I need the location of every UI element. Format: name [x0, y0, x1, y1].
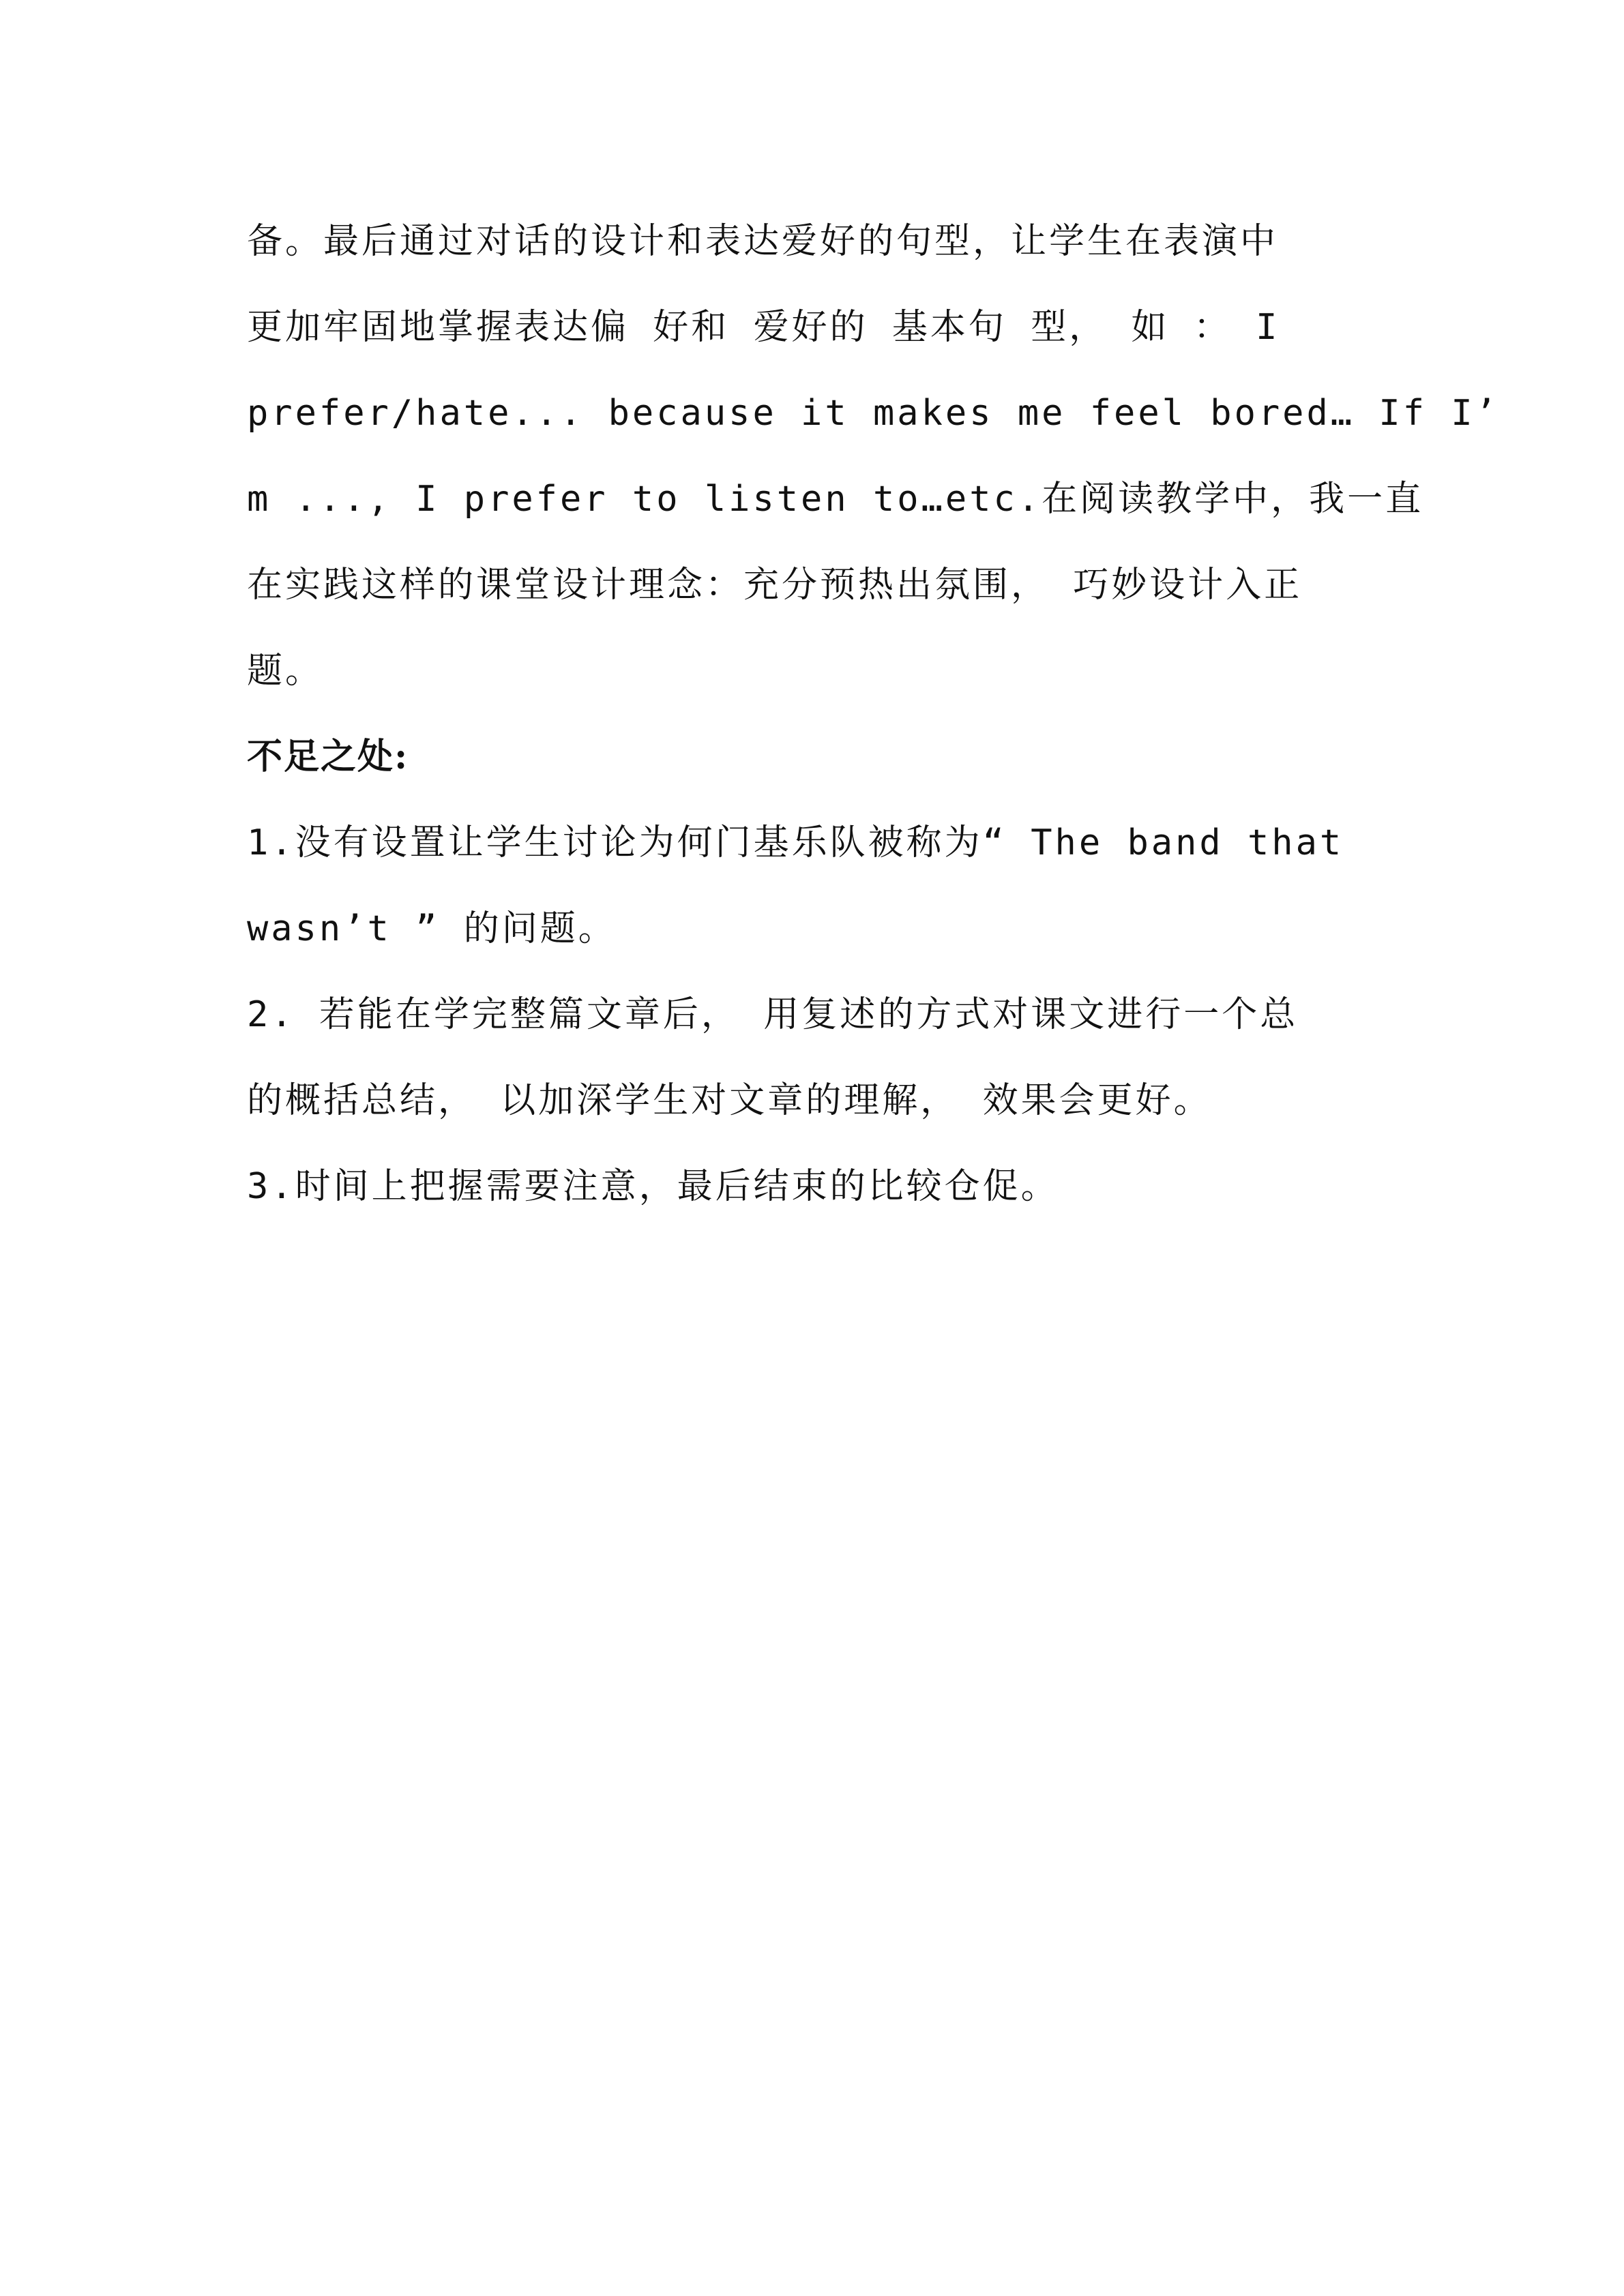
paragraph-line-4: m ..., I prefer to listen to…etc.在阅读教学中，我一直 — [247, 479, 1424, 520]
list-item-3: 3.时间上把握需要注意，最后结束的比较仓促。 — [247, 1166, 1059, 1207]
paragraph-line-6: 题。 — [247, 651, 324, 691]
paragraph-line-1: 备。最后通过对话的设计和表达爱好的句型，让学生在表演中 — [247, 221, 1279, 262]
list-item-1-line-2: wasn’t ” 的问题。 — [247, 908, 617, 949]
paragraph-line-2: 更加牢固地掌握表达偏 好和 爱好的 基本句 型， 如 ： I — [247, 307, 1280, 348]
list-item-2-line-2: 的概括总结， 以加深学生对文章的理解， 效果会更好。 — [247, 1080, 1212, 1121]
list-item-1-line-1: 1.没有设置让学生讨论为何门基乐队被称为“ The band that — [247, 822, 1344, 863]
paragraph-line-5: 在实践这样的课堂设计理念：充分预热出氛围， 巧妙设计入正 — [247, 565, 1303, 606]
list-item-2-line-1: 2. 若能在学完整篇文章后， 用复述的方式对课文进行一个总 — [247, 994, 1299, 1035]
paragraph-line-3: prefer/hate... because it makes me feel bored… If I’ — [247, 393, 1499, 434]
section-heading: 不足之处: — [247, 736, 409, 777]
